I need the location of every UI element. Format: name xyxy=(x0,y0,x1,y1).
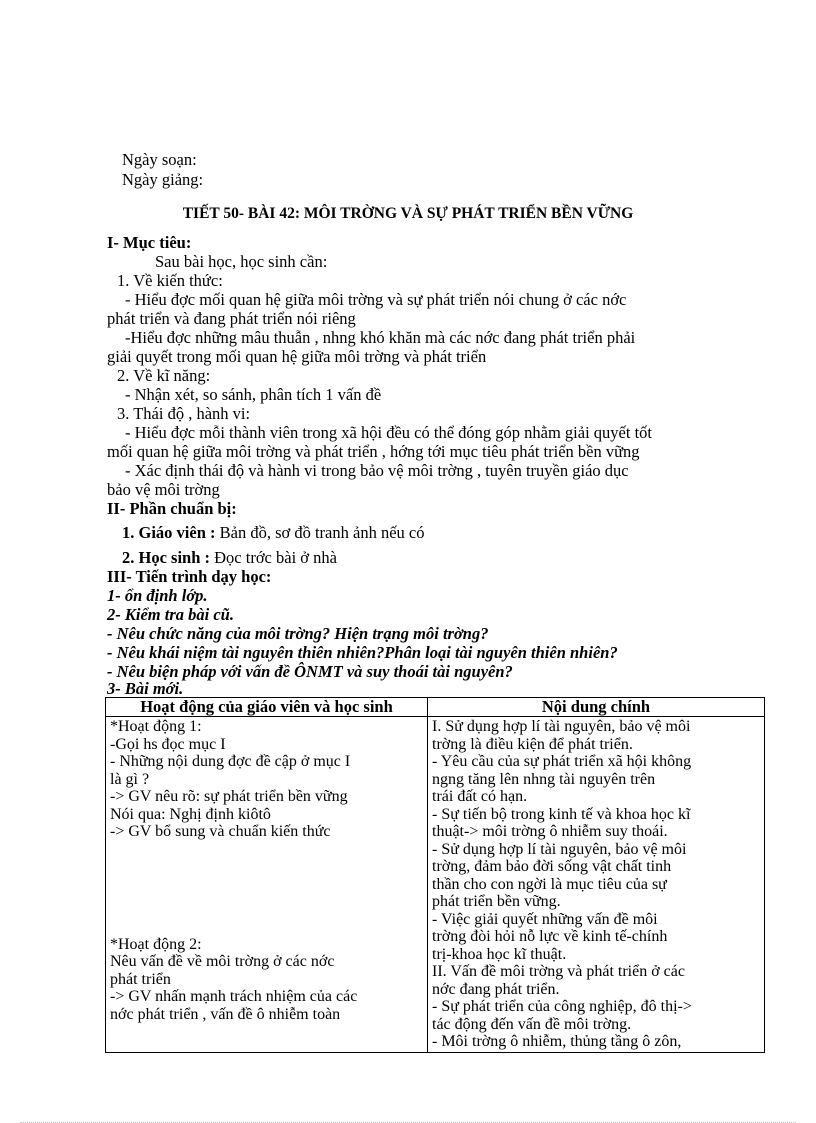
preparation-heading: II- Phần chuẩn bị: xyxy=(107,499,237,518)
content-line: phát triển bền vững. xyxy=(432,893,561,910)
teacher-line xyxy=(122,523,782,542)
prep-date-label: Ngày soạn: xyxy=(122,150,197,169)
lesson-table xyxy=(105,697,765,1053)
review-question-1: - Nêu chức năng của môi trờng? Hiện trạng môi trờng? xyxy=(107,624,489,643)
knowledge-item-2-cont: giải quyết trong mối quan hệ giữa môi trờng và phát triển xyxy=(107,347,487,366)
content-line: nớc đang phát triển. xyxy=(432,980,560,998)
attitude-item-1-cont: mối quan hệ giữa môi trờng và phát triển , hớng tới mục tiêu phát triển bền vững xyxy=(107,442,640,461)
content-line: - Yêu cầu của sự phát triển xã hội không xyxy=(432,753,692,770)
skills-item-1: - Nhận xét, so sánh, phân tích 1 vấn đề xyxy=(125,385,382,404)
procedure-heading: III- Tiến trình dạy học: xyxy=(107,567,272,586)
knowledge-heading: 1. Về kiến thức: xyxy=(117,271,223,290)
student-text: Đọc trớc bài ở nhà xyxy=(214,548,337,567)
content-line: trờng, đảm bảo đời sống vật chất tinh xyxy=(432,858,672,875)
activity-line: phát triển xyxy=(110,970,171,988)
student-line xyxy=(122,548,782,567)
attitude-item-2-cont: bảo vệ môi trờng xyxy=(107,480,220,499)
activity-line: Nêu vấn đề về môi trờng ở các nớc xyxy=(110,953,335,970)
content-cell xyxy=(428,717,765,1053)
header-main-content: Nội dung chính xyxy=(428,698,765,717)
content-line: - Sử dụng hợp lí tài nguyên, bảo vệ môi xyxy=(432,840,687,858)
objectives-heading: I- Mục tiêu: xyxy=(107,233,192,252)
teacher-text: Bản đồ, sơ đồ tranh ảnh nếu có xyxy=(219,523,425,542)
teach-date-label: Ngày giảng: xyxy=(122,170,204,189)
lesson-title: TIẾT 50- BÀI 42: MÔI TRỜNG VÀ SỰ PHÁT TRIỂN BỀN VỮNG xyxy=(182,205,634,222)
content-line: tác động đến vấn đề môi trờng. xyxy=(432,1015,632,1033)
content-line: trị-khoa học kĩ thuật. xyxy=(432,945,567,963)
step-3: 3- Bài mới. xyxy=(107,679,184,698)
content-line: trờng là điều kiện để phát triển. xyxy=(432,735,633,753)
content-line: - Sự phát triển của công nghiệp, đô thị-> xyxy=(432,998,692,1015)
content-line: trái đất có hạn. xyxy=(432,788,528,805)
activity-line: *Hoạt động 1: xyxy=(110,718,202,735)
content-line: thuật-> môi trờng ô nhiễm suy thoái. xyxy=(432,823,668,840)
knowledge-item-2: -Hiểu đợc những mâu thuẫn , nhng khó khăn mà các nớc đang phát triển phải xyxy=(125,328,636,347)
spacer xyxy=(110,841,423,936)
activity-line: Nói qua: Nghị định kiôtô xyxy=(110,805,271,823)
activity-line: -Gọi hs đọc mục I xyxy=(110,735,226,753)
activity-line: là gì ? xyxy=(110,770,150,788)
review-question-2: - Nêu khái niệm tài nguyên thiên nhiên?Phân loại tài nguyên thiên nhiên? xyxy=(107,643,618,662)
knowledge-item-1: - Hiểu đợc mối quan hệ giữa môi trờng và sự phát triển nói chung ở các nớc xyxy=(125,290,627,309)
table-row xyxy=(106,717,765,1053)
content-line: - Việc giải quyết những vấn đề môi xyxy=(432,910,658,928)
step-1: 1- ổn định lớp. xyxy=(107,586,208,605)
activity-line: -> GV bổ sung và chuẩn kiến thức xyxy=(110,823,331,840)
activity-line: -> GV nhấn mạnh trách nhiệm của các xyxy=(110,988,358,1005)
activities-cell xyxy=(106,717,428,1053)
step-2: 2- Kiểm tra bài cũ. xyxy=(107,605,234,624)
content-line: thần cho con ngời là mục tiêu của sự xyxy=(432,875,667,893)
review-question-3: - Nêu biện pháp với vấn đề ÔNMT và suy thoái tài nguyên? xyxy=(107,662,513,681)
student-label: 2. Học sinh : xyxy=(122,548,211,567)
content-line: trờng đòi hỏi nỗ lực về kinh tế-chính xyxy=(432,928,668,945)
content-line: I. Sử dụng hợp lí tài nguyên, bảo vệ môi xyxy=(432,718,691,735)
header-teacher-student-activities: Hoạt động của giáo viên và học sinh xyxy=(106,698,428,717)
attitude-item-1: - Hiểu đợc mỗi thành viên trong xã hội đều có thể đóng góp nhằm giải quyết tốt xyxy=(125,423,652,442)
activity-line: nớc phát triển , vấn đề ô nhiễm toàn xyxy=(110,1005,341,1023)
activity-line: -> GV nêu rõ: sự phát triển bền vững xyxy=(110,788,348,805)
skills-heading: 2. Về kĩ năng: xyxy=(117,366,211,385)
attitude-item-2: - Xác định thái độ và hành vi trong bảo vệ môi trờng , tuyên truyền giáo dục xyxy=(125,461,629,480)
content-line: - Sự tiến bộ trong kinh tế và khoa học kĩ xyxy=(432,805,691,823)
activity-line: *Hoạt động 2: xyxy=(110,935,202,953)
knowledge-item-1-cont: phát triển và đang phát triển nói riêng xyxy=(107,309,356,328)
content-line: II. Vấn đề môi trờng và phát triển ở các xyxy=(432,963,685,980)
table-header-row xyxy=(106,698,765,717)
content-line: - Môi trờng ô nhiễm, thủng tầng ô zôn, xyxy=(432,1033,682,1050)
attitude-heading: 3. Thái độ , hành vi: xyxy=(117,404,251,423)
objectives-intro: Sau bài học, học sinh cần: xyxy=(155,252,328,271)
teacher-label: 1. Giáo viên : xyxy=(122,523,216,542)
content-line: ngng tăng lên nhng tài nguyên trên xyxy=(432,770,656,788)
activity-line: - Những nội dung đợc đề cập ở mục I xyxy=(110,753,351,770)
